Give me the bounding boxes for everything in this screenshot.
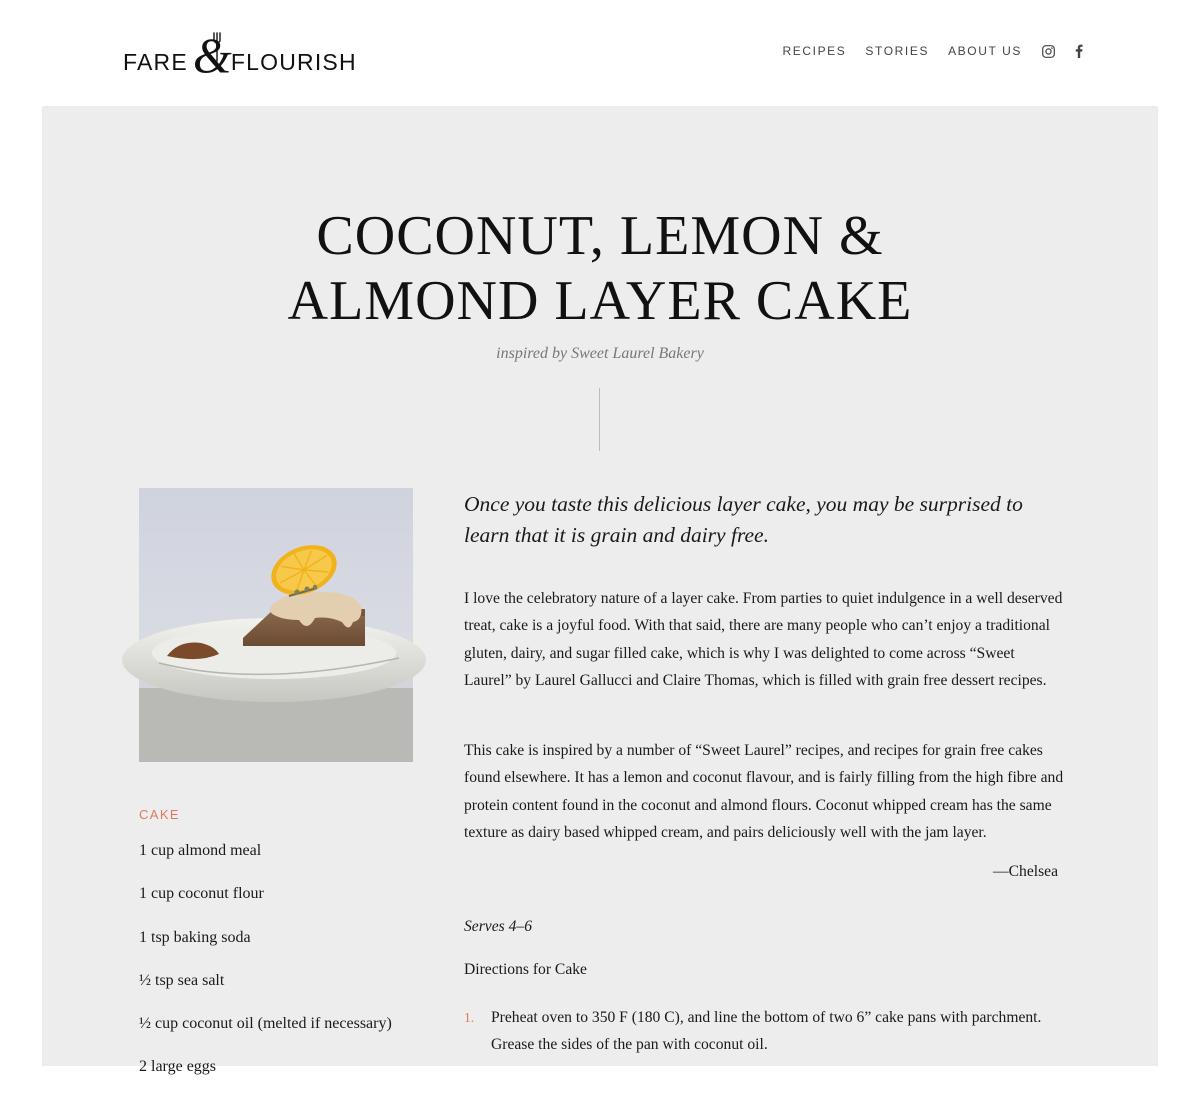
intro-paragraph-1: I love the celebratory nature of a layer cake. From parties to quiet indulgence in a well deserved treat, cake is a joyful food. With that said, there are many people who can’t enjoy a traditional gluten, dairy, and sugar filled cake, which is why I was delighted to come across “Sweet Laurel” by Laurel Gallucci and Claire Thomas, which is filled with grain free dessert recipes. (464, 590, 1063, 690)
ingredient-item: ½ tsp sea salt (139, 971, 225, 989)
ingredient-item: 2 large eggs (139, 1058, 217, 1076)
site-logo[interactable] (123, 27, 357, 83)
logo-word-flourish: FLOURISH (230, 49, 357, 75)
directions-list (464, 1004, 1064, 1059)
intro-paragraph-2: This cake is inspired by a number of “Sweet Laurel” recipes, and recipes for grain free cakes found elsewhere. It has a lemon and coconut flavour, and is fairly filling from the high fibre and protein content found in the coconut and almond flours. Coconut whipped cream has the same texture as dairy based whipped cream, and pairs deliciously well with the jam layer. (464, 742, 1064, 842)
ingredient-item: 1 cup almond meal (139, 842, 262, 859)
main-nav (783, 44, 1084, 58)
ingredient-item: 1 cup coconut flour (139, 885, 264, 903)
recipe-panel (42, 106, 1158, 1076)
ingredient-item: 1 tsp baking soda (139, 928, 251, 946)
nav-about-us[interactable]: ABOUT US (948, 44, 1022, 58)
ingredient-item: ½ cup coconut oil (melted if necessary) (139, 1015, 392, 1033)
fork-icon (213, 32, 223, 62)
recipe-title-line-1: COCONUT, LEMON & (316, 205, 884, 267)
site-header (0, 0, 1200, 106)
directions-title: Directions for Cake (464, 961, 587, 978)
ingredients-list (139, 841, 392, 1101)
nav-stories[interactable]: STORIES (865, 44, 930, 58)
logo-ampersand-glyph: & (192, 27, 232, 83)
recipe-title-line-2: ALMOND LAYER CAKE (287, 270, 913, 332)
direction-step (464, 1004, 1064, 1059)
recipe-subtitle: inspired by Sweet Laurel Bakery (496, 345, 704, 362)
recipe-body (464, 489, 1064, 1054)
cake-photo (139, 488, 413, 762)
author-signature: —Chelsea (993, 863, 1058, 880)
instagram-icon[interactable] (1042, 45, 1055, 58)
logo-ampersand (192, 27, 232, 83)
nav-recipes[interactable]: RECIPES (782, 44, 847, 58)
step-text: Preheat oven to 350 F (180 C), and line the bottom of two 6” cake pans with parchment. Grease the sides of the pan with coconut oil. (491, 1009, 1042, 1054)
ingredients-heading: CAKE (139, 807, 181, 822)
recipe-lede: Once you taste this delicious layer cake, you may be surprised to learn that it is grain and dairy free. (464, 492, 1023, 547)
facebook-icon[interactable] (1075, 44, 1083, 58)
title-divider (599, 388, 600, 451)
serves-text: Serves 4–6 (464, 918, 532, 935)
logo-word-fare: FARE (123, 49, 188, 75)
step-number: 1. (464, 1010, 475, 1025)
recipe-title (42, 204, 1158, 334)
